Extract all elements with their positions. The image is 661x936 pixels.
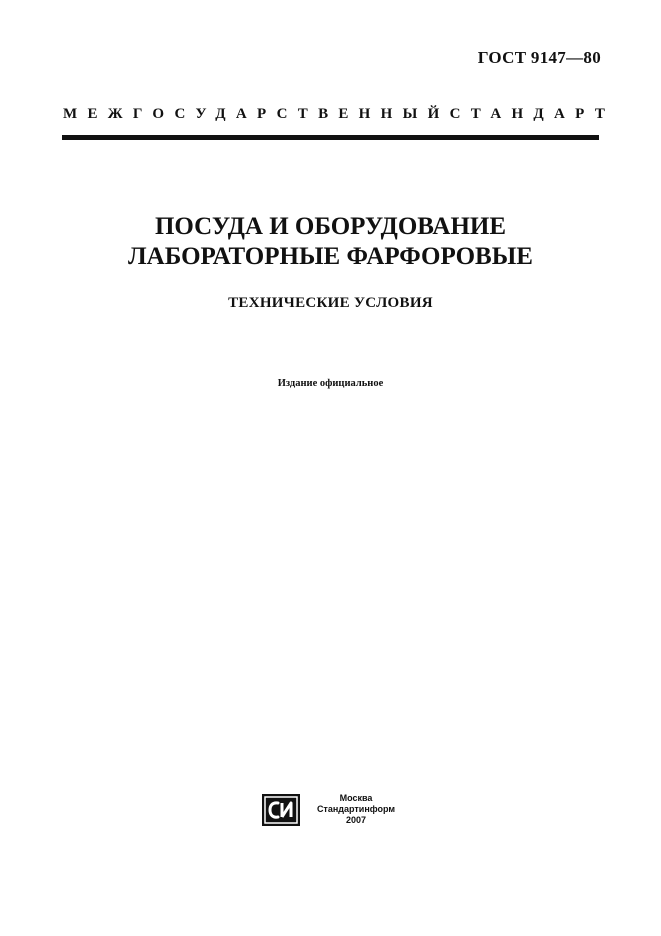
publication-year: 2007 <box>345 815 367 825</box>
document-title-line-1: ПОСУДА И ОБОРУДОВАНИЕ <box>154 213 507 240</box>
document-title <box>0 212 661 272</box>
standard-code: ГОСТ 9147—80 <box>477 48 601 67</box>
standard-type-word-2: СТАНДАРТ <box>449 106 616 122</box>
document-subtitle: ТЕХНИЧЕСКИЕ УСЛОВИЯ <box>228 295 433 311</box>
publisher-name: Стандартинформ <box>316 804 396 814</box>
edition-label: Издание официальное <box>277 378 384 389</box>
header-divider <box>62 135 599 140</box>
standard-type-word-1: МЕЖГОСУДАРСТВЕННЫЙ <box>63 106 450 122</box>
publisher-imprint <box>306 793 406 826</box>
standartinform-logo-icon <box>262 794 300 826</box>
document-title-line-2: ЛАБОРАТОРНЫЕ ФАРФОРОВЫЕ <box>128 243 533 270</box>
standard-type <box>63 106 616 123</box>
publisher-city: Москва <box>339 793 373 803</box>
